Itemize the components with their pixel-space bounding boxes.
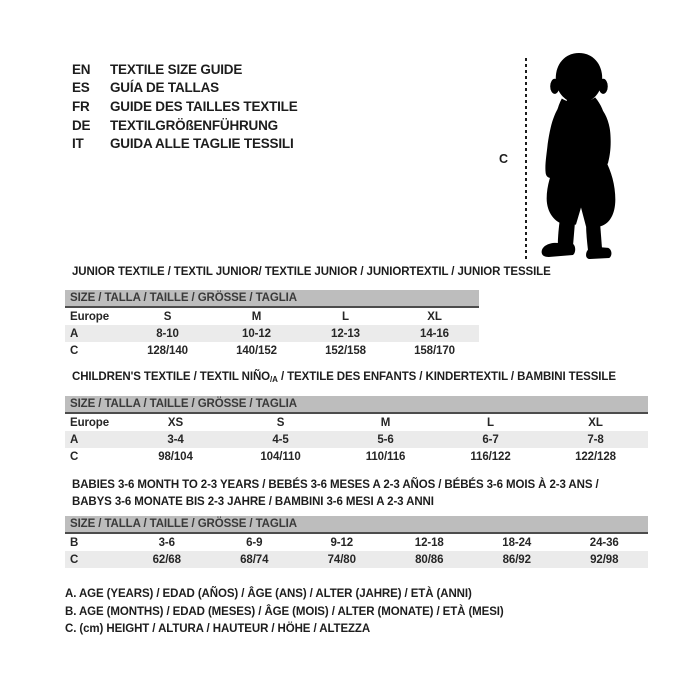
size-cell: 6-7: [482, 433, 499, 446]
guide-title-de: TEXTILGRÖßENFÜHRUNG: [110, 117, 278, 133]
language-row-it: [72, 134, 298, 153]
children-title-text-cont: / TEXTILE DES ENFANTS / KINDERTEXTIL / BAMBINI TESSILE: [277, 371, 616, 383]
size-cell: 24-36: [589, 536, 619, 549]
size-cell: 92/98: [590, 553, 619, 566]
row-label: B: [70, 536, 79, 549]
junior-title-text: JUNIOR TEXTILE / TEXTIL JUNIOR/ TEXTILE JUNIOR / JUNIORTEXTIL / JUNIOR TESSILE: [72, 266, 551, 278]
children-title-text: CHILDREN'S TEXTILE / TEXTIL NIÑO: [72, 371, 271, 383]
height-measure-label: C: [499, 152, 509, 166]
footnote-a: A. AGE (YEARS) / EDAD (AÑOS) / ÂGE (ANS) / ALTER (JAHRE) / ETÀ (ANNI): [65, 588, 472, 600]
size-cell: XS: [167, 416, 184, 429]
size-cell: 9-12: [330, 536, 354, 549]
size-header-bar: [65, 290, 479, 308]
size-cell: 3-4: [167, 433, 184, 446]
footnote-c: C. (cm) HEIGHT / ALTURA / HAUTEUR / HÖHE / ALTEZZA: [65, 623, 371, 636]
guide-title-es: GUÍA DE TALLAS: [110, 80, 219, 96]
row-label: Europe: [70, 416, 110, 429]
size-cell: 18-24: [502, 536, 532, 549]
babies-title-line1: BABIES 3-6 MONTH TO 2-3 YEARS / BEBÉS 3-6 MESES A 2-3 AÑOS / BÉBÉS 3-6 MOIS À 2-3 ANS /: [72, 479, 599, 491]
size-header-text: SIZE / TALLA / TAILLE / GRÖSSE / TAGLIA: [70, 518, 297, 530]
size-cell: 110/116: [365, 450, 406, 463]
children-table-title: [72, 371, 616, 384]
size-cell: M: [380, 416, 391, 429]
babies-table-title: [72, 477, 599, 510]
row-label: Europe: [70, 310, 110, 323]
table-row: [65, 431, 648, 448]
language-row-fr: [72, 97, 298, 116]
size-header-bar: [65, 396, 648, 414]
size-cell: XL: [427, 310, 442, 323]
footnotes: [65, 586, 504, 639]
size-header-text: SIZE / TALLA / TAILLE / GRÖSSE / TAGLIA: [70, 292, 297, 304]
size-cell: 62/68: [152, 553, 181, 566]
babies-size-table: [65, 516, 648, 568]
size-cell: 4-5: [272, 433, 289, 446]
table-row: [65, 342, 479, 359]
size-cell: 140/152: [236, 344, 277, 357]
guide-title-en: TEXTILE SIZE GUIDE: [110, 61, 243, 77]
row-label: C: [70, 344, 79, 357]
size-cell: S: [276, 416, 285, 429]
row-label: A: [70, 327, 79, 340]
table-row: [65, 308, 479, 325]
footnote-b: B. AGE (MONTHS) / EDAD (MESES) / ÂGE (MOIS) / ALTER (MONATE) / ETÀ (MESI): [65, 605, 504, 618]
table-row: [65, 551, 648, 568]
size-cell: 104/110: [260, 450, 301, 463]
size-cell: L: [342, 310, 349, 323]
table-row: [65, 414, 648, 431]
guide-title-it: GUIDA ALLE TAGLIE TESSILI: [110, 136, 294, 152]
size-header-text: SIZE / TALLA / TAILLE / GRÖSSE / TAGLIA: [70, 398, 297, 410]
size-cell: 152/158: [325, 344, 366, 357]
table-row: [65, 448, 648, 465]
size-cell: 74/80: [327, 553, 356, 566]
size-cell: 7-8: [587, 433, 604, 446]
size-cell: 6-9: [246, 536, 263, 549]
table-row: [65, 325, 479, 342]
size-cell: 158/170: [414, 344, 455, 357]
language-code: ES: [72, 80, 90, 96]
table-row: [65, 534, 648, 551]
size-cell: 10-12: [242, 327, 271, 340]
size-cell: 12-18: [414, 536, 444, 549]
children-title-subscript: /A: [270, 375, 278, 384]
language-code: IT: [72, 136, 84, 152]
children-size-table: [65, 396, 648, 465]
language-row-de: [72, 116, 298, 135]
size-cell: 86/92: [502, 553, 531, 566]
row-label: C: [70, 553, 79, 566]
size-cell: 122/128: [575, 450, 616, 463]
language-code: FR: [72, 98, 90, 114]
size-cell: XL: [588, 416, 603, 429]
babies-title-line2: BABYS 3-6 MONATE BIS 2-3 JAHRE / BAMBINI 3-6 MESI A 2-3 ANNI: [72, 495, 434, 508]
size-cell: 14-16: [420, 327, 449, 340]
size-cell: L: [487, 416, 494, 429]
language-row-en: [72, 60, 298, 79]
row-label: A: [70, 433, 79, 446]
size-cell: 68/74: [240, 553, 269, 566]
language-code: EN: [72, 61, 91, 77]
size-cell: 5-6: [377, 433, 394, 446]
size-cell: 8-10: [156, 327, 179, 340]
size-cell: 116/122: [470, 450, 511, 463]
language-row-es: [72, 79, 298, 98]
guide-title-fr: GUIDE DES TAILLES TEXTILE: [110, 98, 298, 114]
junior-table-title: [72, 266, 551, 278]
size-cell: 128/140: [147, 344, 188, 357]
row-label: C: [70, 450, 79, 463]
height-measure-line: [525, 58, 527, 262]
size-cell: 3-6: [158, 536, 175, 549]
size-cell: M: [251, 310, 262, 323]
size-header-bar: [65, 516, 648, 534]
size-cell: S: [163, 310, 172, 323]
size-cell: 12-13: [331, 327, 360, 340]
junior-size-table: [65, 290, 479, 359]
baby-silhouette-icon: [528, 52, 634, 260]
size-cell: 80/86: [415, 553, 444, 566]
language-code: DE: [72, 117, 91, 133]
size-cell: 98/104: [158, 450, 193, 463]
language-list: [72, 60, 298, 153]
